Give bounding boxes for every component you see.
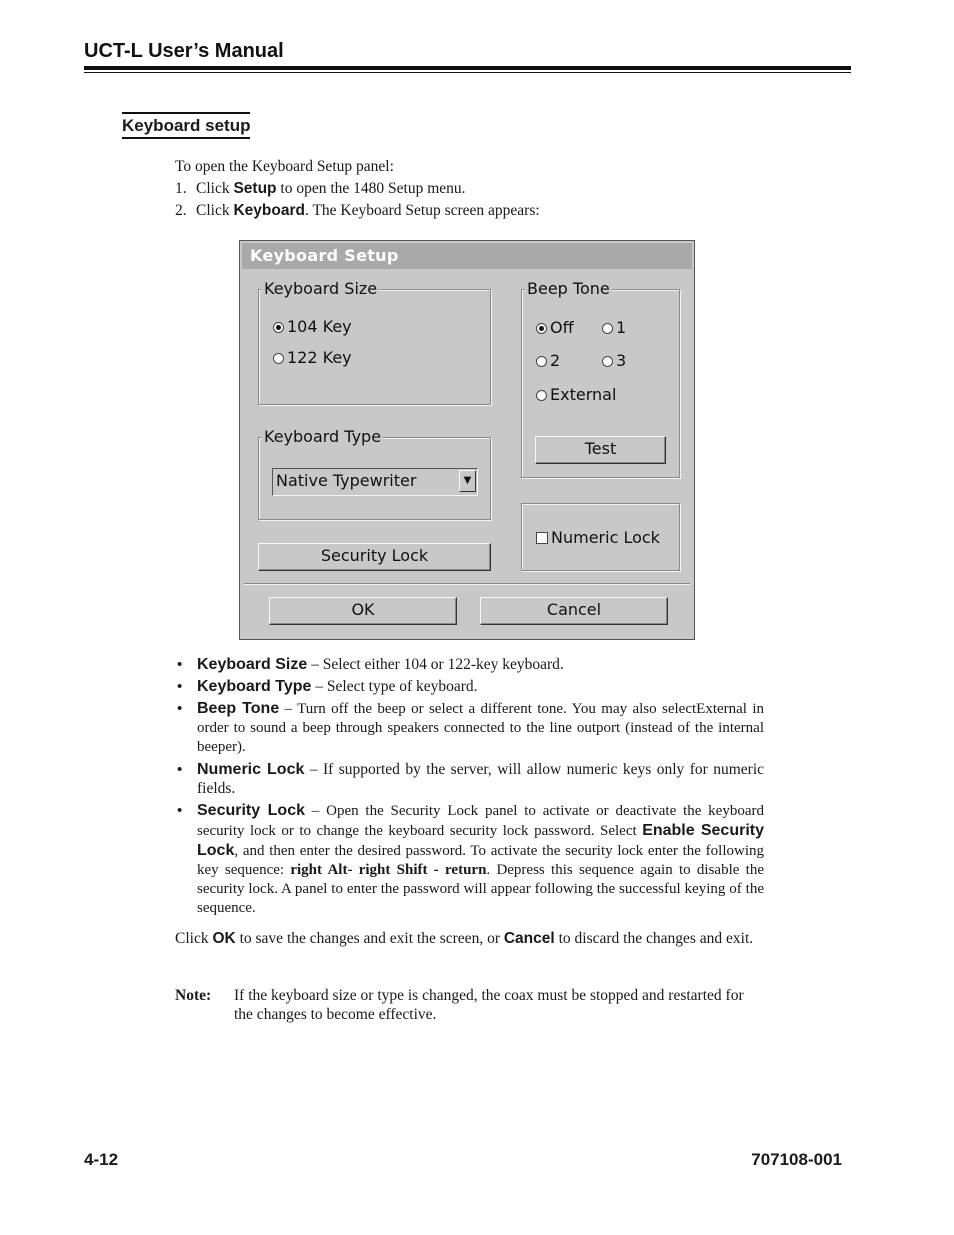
list-item <box>175 699 764 757</box>
beep-tone-label: Beep Tone <box>527 279 610 298</box>
radio-label: 3 <box>616 351 627 370</box>
radio-beep-1[interactable] <box>602 318 626 338</box>
radio-label: 122 Key <box>287 348 352 367</box>
header-rule-thin <box>84 72 851 73</box>
radio-beep-2[interactable] <box>536 351 560 371</box>
bullet-term: Keyboard Size <box>197 656 308 673</box>
section-heading: Keyboard setup <box>122 112 250 139</box>
security-lock-button[interactable]: Security Lock <box>258 543 491 571</box>
dialog-title-bar: Keyboard Setup <box>242 243 692 269</box>
numeric-lock-group <box>521 503 680 571</box>
checkbox-label: Numeric Lock <box>551 528 660 547</box>
radio-label: 2 <box>550 351 561 370</box>
list-item <box>175 760 764 798</box>
radio-beep-3[interactable] <box>602 351 626 371</box>
test-button[interactable]: Test <box>535 436 666 464</box>
keyboard-type-dropdown[interactable] <box>272 468 478 496</box>
closing-text: to discard the changes and exit. <box>554 930 754 947</box>
intro-step <box>175 200 540 222</box>
intro-lead: To open the Keyboard Setup panel: <box>175 158 394 175</box>
radio-label: 1 <box>616 318 627 337</box>
radio-selected-icon <box>536 323 547 334</box>
numeric-lock-checkbox[interactable] <box>536 528 660 548</box>
intro-step <box>175 178 540 200</box>
header-rule-thick <box>84 66 851 70</box>
radio-label: Off <box>550 318 574 337</box>
bullet-text: – If supported by the server, will allow numeric keys only for numeric fields. <box>197 761 765 797</box>
radio-empty-icon <box>273 353 284 364</box>
key-sequence: right Alt- right Shift - return <box>290 862 487 878</box>
radio-104-key[interactable] <box>273 317 352 337</box>
radio-empty-icon <box>602 356 613 367</box>
intro-block <box>175 156 540 222</box>
radio-label: 104 Key <box>287 317 352 336</box>
radio-empty-icon <box>536 356 547 367</box>
bullet-term: Keyboard Type <box>197 678 312 695</box>
step-command: Setup <box>233 180 277 197</box>
note-block <box>175 986 764 1024</box>
step-number: 2. <box>175 202 187 219</box>
checkbox-unchecked-icon <box>536 532 548 544</box>
step-text: Click <box>196 202 234 219</box>
bullet-term: Numeric Lock <box>197 761 305 778</box>
keyboard-size-label: Keyboard Size <box>264 279 378 298</box>
closing-text: to save the changes and exit the screen, or <box>235 930 504 947</box>
list-item <box>175 655 764 674</box>
closing-paragraph <box>175 929 764 948</box>
radio-empty-icon <box>602 323 613 334</box>
keyboard-type-group <box>258 427 491 520</box>
closing-text: Click <box>175 930 213 947</box>
list-item <box>175 677 764 696</box>
closing-ok: OK <box>212 930 236 947</box>
radio-122-key[interactable] <box>273 348 352 368</box>
radio-label: External <box>550 385 617 404</box>
keyboard-type-value: Native Typewriter <box>276 471 417 490</box>
bullet-text: . Depress this sequence again to disable the security lock. A panel to enter the password will appear following the successful keying of the sequence. <box>197 862 765 916</box>
beep-tone-group <box>521 279 680 478</box>
bullet-text: – Select either 104 or 122-key keyboard. <box>307 656 564 673</box>
page-number: 4-12 <box>84 1150 119 1169</box>
bullet-text: , and then enter the desired password. To activate the security lock enter the following key sequence: <box>197 843 764 878</box>
note-text: If the keyboard size or type is changed, the coax must be stopped and restarted for the changes to become effective. <box>234 987 744 1023</box>
bullet-text: – Open the Security Lock panel to activate or deactivate the keyboard security lock or to change the keyboard security lock password. Select <box>197 803 764 839</box>
list-item <box>175 801 764 918</box>
step-number: 1. <box>175 180 187 197</box>
radio-beep-off[interactable] <box>536 318 574 338</box>
dropdown-arrow-icon[interactable]: ▼ <box>459 470 476 492</box>
radio-selected-icon <box>273 322 284 333</box>
bullet-text: – Select type of keyboard. <box>311 678 478 695</box>
document-number: 707108-001 <box>751 1150 842 1169</box>
bullet-term: Security Lock <box>197 802 305 819</box>
bullet-emphasis: Enable Security Lock <box>197 822 765 859</box>
radio-empty-icon <box>536 390 547 401</box>
radio-beep-external[interactable] <box>536 385 616 405</box>
step-text: . The Keyboard Setup screen appears: <box>304 202 540 219</box>
cancel-button[interactable]: Cancel <box>480 597 668 625</box>
step-text: to open the 1480 Setup menu. <box>276 180 466 197</box>
step-text: Click <box>196 180 234 197</box>
note-label: Note: <box>175 987 212 1004</box>
manual-title: UCT-L User’s Manual <box>84 40 284 62</box>
ok-button[interactable]: OK <box>269 597 457 625</box>
dialog-divider <box>244 583 690 585</box>
closing-cancel: Cancel <box>503 930 555 947</box>
field-descriptions-list <box>175 655 764 921</box>
step-command: Keyboard <box>233 202 305 219</box>
bullet-term: Beep Tone <box>197 700 280 717</box>
keyboard-type-label: Keyboard Type <box>264 427 382 446</box>
keyboard-size-group <box>258 279 491 405</box>
bullet-text: – Turn off the beep or select a different tone. You may also selectExternal in order to sound a beep through speakers connected to the line outport (instead of the internal beeper). <box>197 701 764 755</box>
keyboard-setup-dialog <box>239 240 695 640</box>
